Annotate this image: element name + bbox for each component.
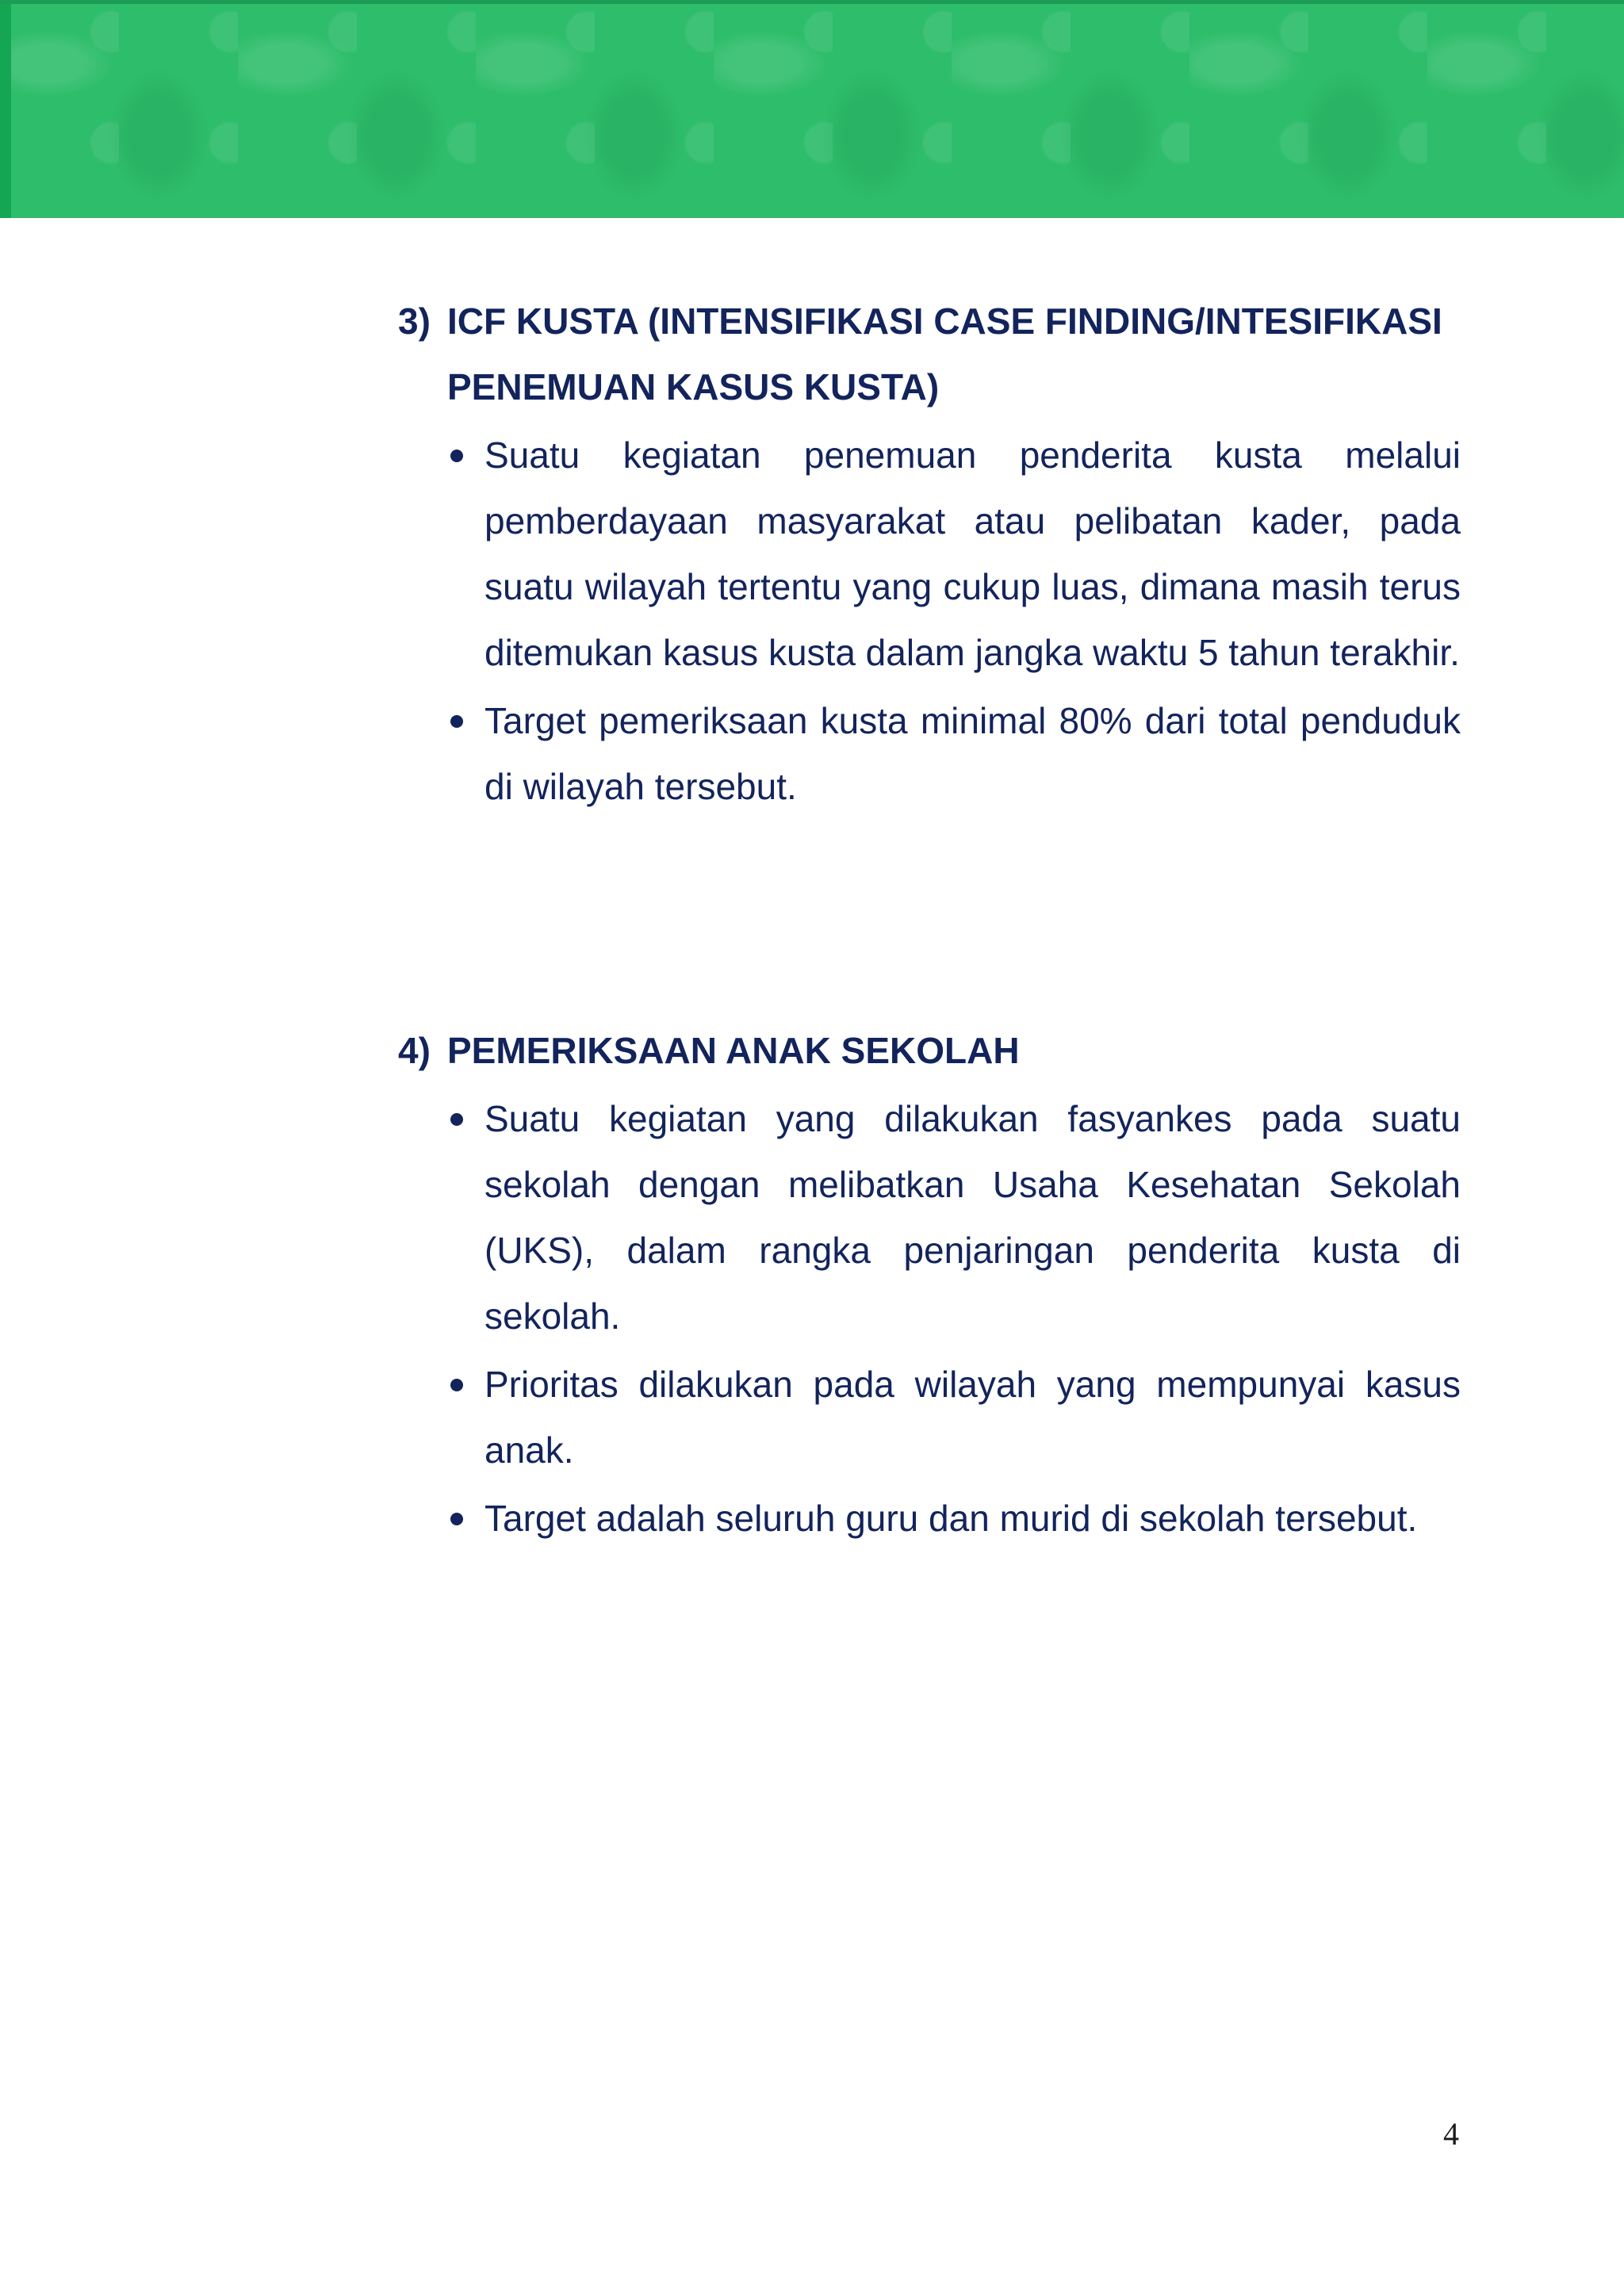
section-number: 3) bbox=[398, 300, 431, 342]
list-item bbox=[398, 1086, 1461, 1349]
bullet-icon bbox=[450, 1513, 463, 1525]
section-pemeriksaan-anak-sekolah bbox=[398, 1018, 1461, 1554]
bullet-text: Target pemeriksaan kusta minimal 80% dari total penduduk di wilayah tersebut. bbox=[485, 700, 1461, 807]
list-item bbox=[398, 423, 1461, 686]
section-icf-kusta bbox=[398, 289, 1461, 822]
list-item bbox=[398, 1352, 1461, 1483]
section-heading bbox=[398, 1018, 1461, 1084]
bullet-list bbox=[398, 423, 1461, 820]
list-item bbox=[398, 1486, 1461, 1552]
bullet-text: Target adalah seluruh guru dan murid di sekolah tersebut. bbox=[485, 1498, 1418, 1539]
section-number: 4) bbox=[398, 1030, 431, 1071]
bullet-text: Suatu kegiatan yang dilakukan fasyankes pada suatu sekolah dengan melibatkan Usaha Kesehatan Sekolah (UKS), dalam rangka penjaringan penderita kusta di sekolah. bbox=[485, 1098, 1461, 1337]
bullet-icon bbox=[450, 715, 463, 728]
section-title: ICF KUSTA (INTENSIFIKASI CASE FINDING/INTESIFIKASI PENEMUAN KASUS KUSTA) bbox=[447, 300, 1442, 408]
page-number: 4 bbox=[1443, 2116, 1459, 2152]
bullet-text: Suatu kegiatan penemuan penderita kusta melalui pemberdayaan masyarakat atau pelibatan kader, pada suatu wilayah tertentu yang cukup luas, dimana masih terus ditemukan kasus kusta dalam jangka waktu 5 tahun terakhir. bbox=[485, 434, 1461, 673]
bullet-icon bbox=[450, 1379, 463, 1391]
section-heading bbox=[398, 289, 1461, 420]
section-title: PEMERIKSAAN ANAK SEKOLAH bbox=[447, 1030, 1020, 1071]
bullet-text: Prioritas dilakukan pada wilayah yang mempunyai kasus anak. bbox=[485, 1364, 1461, 1471]
bullet-list bbox=[398, 1086, 1461, 1552]
bullet-icon bbox=[450, 1113, 463, 1126]
header-banner bbox=[0, 0, 1624, 218]
bullet-icon bbox=[450, 450, 463, 462]
list-item bbox=[398, 688, 1461, 820]
